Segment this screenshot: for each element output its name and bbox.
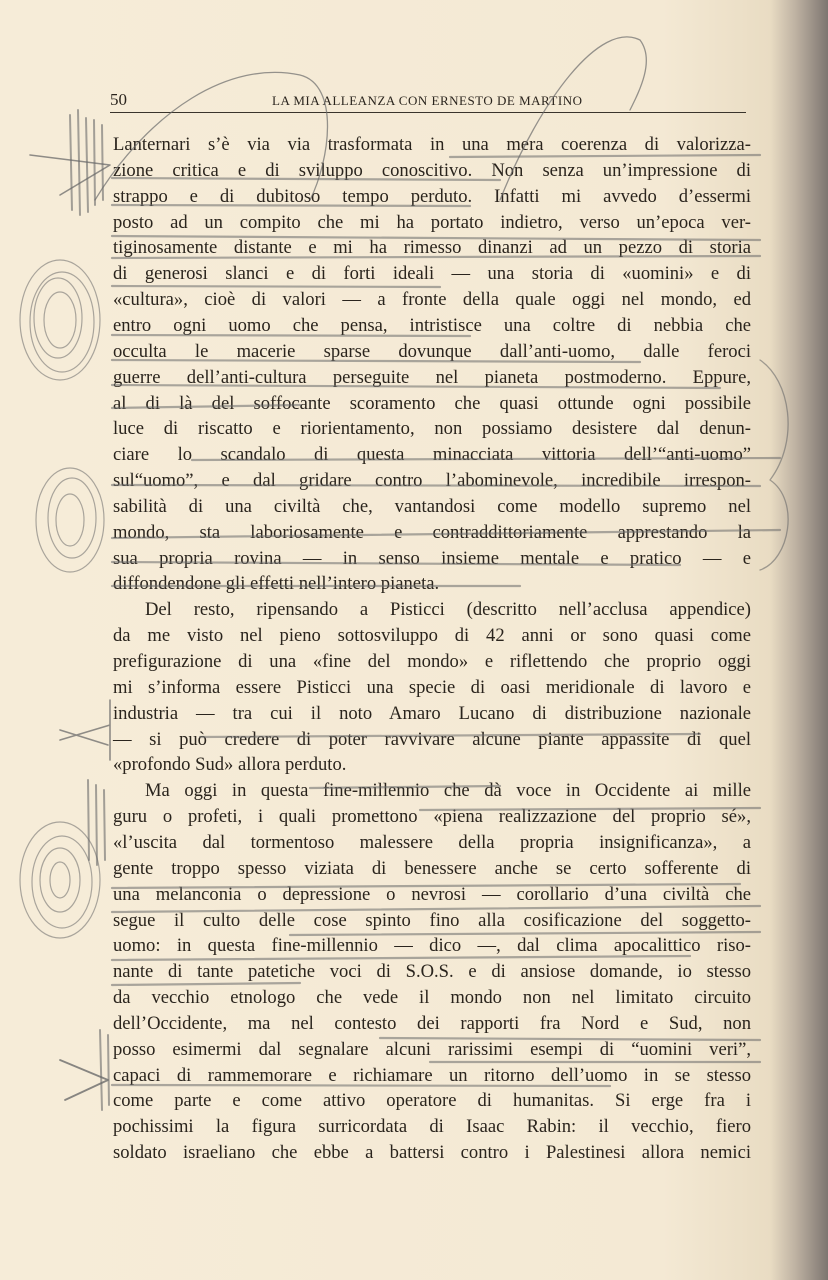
text-line: entro ogni uomo che pensa, intristisce una coltre di nebbia che [113,314,751,336]
text-line: sabilità di una civiltà che, vantandosi come modello supremo nel [113,495,751,517]
running-head: LA MIA ALLEANZA CON ERNESTO DE MARTINO [272,93,583,108]
text-line: guerre dell’anti-cultura perseguite nel pianeta postmoderno. Eppure, [113,366,751,388]
text-line: segue il culto delle cose spinto fino alla cosificazione del soggetto- [113,909,751,931]
text-line: gente troppo spesso viziata di benessere anche se certo sofferente di [113,857,751,879]
text-line: capaci di rammemorare e richiamare un ritorno dell’uomo in se stesso [113,1064,751,1086]
text-line: nante di tante patetiche voci di S.O.S. e di ansiose domande, io stesso [113,961,751,983]
text-line: strappo e di dubitoso tempo perduto. Infatti mi avvedo d’essermi [113,185,751,207]
text-line: — si può credere di poter ravvivare alcune piante appassite di quel [113,728,751,750]
text-line: come parte e come attivo operatore di humanitas. Si erge fra i [113,1090,751,1112]
text-line: luce di riscatto e riorientamento, non possiamo desistere dal denun- [113,418,751,440]
text-line: una melanconia o depressione o nevrosi — corollario d’una civiltà che [113,883,751,905]
text-line: prefigurazione di una «fine del mondo» e riflettendo che proprio oggi [113,651,751,672]
text-line: pochissimi la figura surricordata di Isaac Rabin: il vecchio, fiero [113,1116,751,1138]
text-line: «cultura», cioè di valori — a fronte della quale oggi nel mondo, ed [113,289,751,311]
text-line: zione critica e di sviluppo conoscitivo. Non senza un’impressione di [113,159,751,181]
text-line: «l’uscita dal tormentoso malessere della propria insignificanza», a [113,831,751,853]
text-line: mi s’informa essere Pisticci una specie di oasi meridionale di lavoro e [113,676,751,698]
text-line: Lanternari s’è via via trasformata in una mera coerenza di valorizza- [113,134,751,155]
text-line: Del resto, ripensando a Pisticci (descritto nell’acclusa appendice) [145,599,751,621]
page-number: 50 [110,90,127,109]
text-line: sul“uomo”, e dal gridare contro l’abominevole, incredibile irrespon- [113,470,751,492]
text-line: diffondendone gli effetti nell’intero pianeta. [113,573,440,595]
text-line: guru o profeti, i quali promettono «piena realizzazione del proprio sé», [113,806,751,828]
text-line: ciare lo scandalo di questa minacciata vittoria dell’“anti-uomo” [113,444,751,466]
text-line: occulta le macerie sparse dovunque dall’anti-uomo, dalle feroci [113,340,751,362]
text-line: da vecchio etnologo che vede il mondo non nel limitato circuito [113,987,751,1009]
text-line: posto ad un compito che mi ha portato indietro, verso un’epoca ver- [113,211,751,233]
text-line: sua propria rovina — in senso insieme mentale e pratico — e [113,547,751,569]
text-line: al di là del soffocante scoramento che quasi ottunde ogni possibile [113,392,751,414]
text-line: industria — tra cui il noto Amaro Lucano di distribuzione nazionale [113,702,751,724]
text-line: tiginosamente distante e mi ha rimesso dinanzi ad un pezzo di storia [113,237,751,259]
text-line: posso esimermi dal segnalare alcuni rarissimi esempi di “uomini veri”, [113,1038,751,1060]
text-line: uomo: in questa fine-millennio — dico —, dal clima apocalittico riso- [113,935,751,957]
text-line: «profondo Sud» allora perduto. [113,754,347,776]
text-line: soldato israeliano che ebbe a battersi contro i Palestinesi allora nemici [113,1142,751,1164]
text-line: Ma oggi in questa fine-millennio che dà voce in Occidente ai mille [145,780,751,802]
text-line: da me visto nel pieno sottosviluppo di 42 anni or sono quasi come [113,625,751,647]
text-line: mondo, sta laboriosamente e contraddittoriamente apprestando la [113,521,751,543]
text-line: dell’Occidente, ma nel contesto dei rapporti fra Nord e Sud, non [113,1012,751,1034]
text-line: di generosi slanci e di forti ideali — una storia di «uomini» e di [113,263,751,285]
